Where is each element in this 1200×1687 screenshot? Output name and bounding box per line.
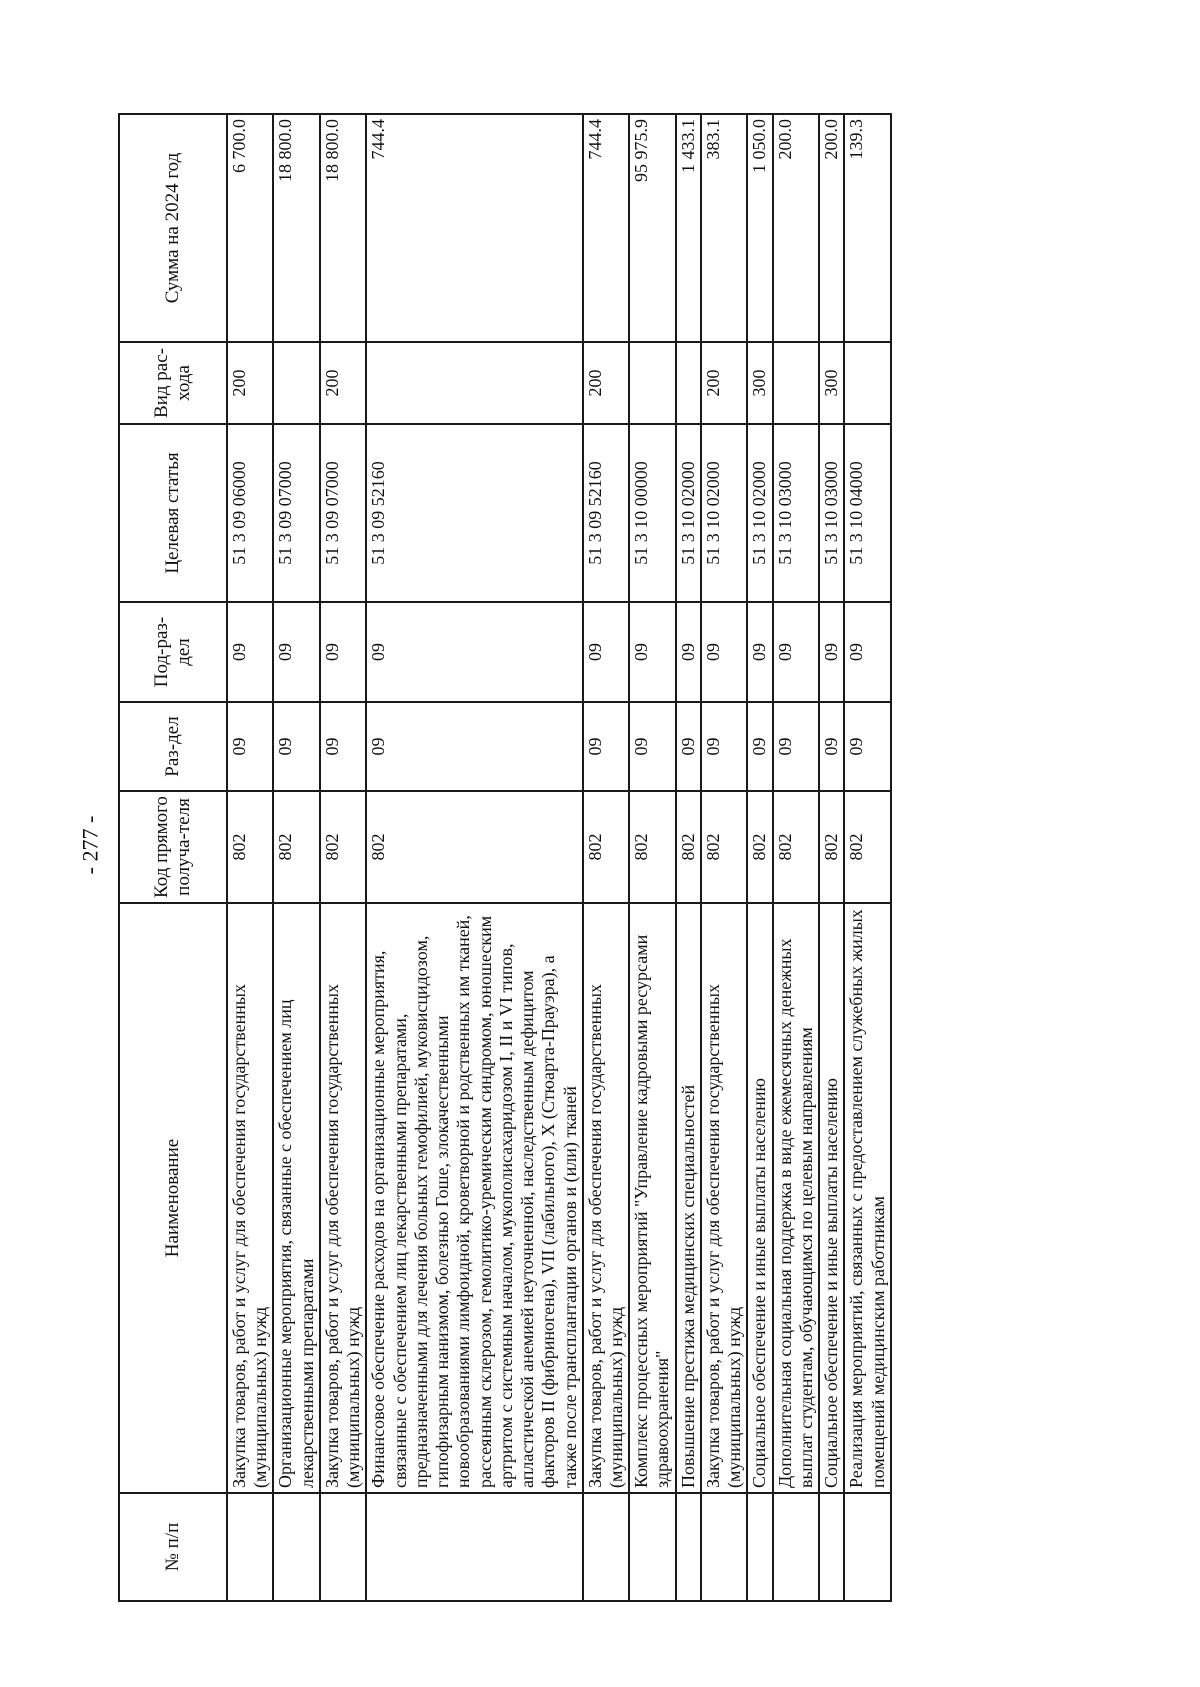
row-name-cell: Закупка товаров, работ и услуг для обеспечения государственных (муниципальных) нужд (320, 903, 366, 1493)
table-frame (118, 115, 1155, 1602)
row-celevaya-cell: 51 3 10 03000 (819, 424, 844, 602)
row-razdel-cell: 09 (629, 702, 675, 791)
row-celevaya-cell: 51 3 09 52160 (366, 424, 582, 602)
row-celevaya-cell: 51 3 09 07000 (320, 424, 366, 602)
row-summa-cell: 1 433.1 (676, 114, 701, 342)
row-name-cell: Повышение престижа медицинских специальностей (676, 903, 701, 1493)
row-summa-cell: 6 700.0 (227, 114, 273, 342)
row-podrazdel-cell: 09 (320, 602, 366, 702)
row-razdel-cell: 09 (273, 702, 319, 791)
row-razdel-cell: 09 (701, 702, 747, 791)
row-summa-cell: 744.4 (583, 114, 629, 342)
row-podrazdel-cell: 09 (273, 602, 319, 702)
row-code-cell: 802 (583, 791, 629, 903)
header-podrazdel: Под-раз-дел (119, 602, 227, 702)
row-num-cell (819, 1493, 844, 1601)
table-row (273, 114, 319, 1601)
header-code: Код прямого получа-теля (119, 791, 227, 903)
row-code-cell: 802 (747, 791, 772, 903)
header-num: № п/п (119, 1493, 227, 1601)
row-razdel-cell: 09 (676, 702, 701, 791)
table-row (227, 114, 273, 1601)
row-celevaya-cell: 51 3 10 00000 (629, 424, 675, 602)
row-celevaya-cell: 51 3 09 07000 (273, 424, 319, 602)
row-podrazdel-cell: 09 (747, 602, 772, 702)
row-num-cell (773, 1493, 819, 1601)
row-code-cell: 802 (366, 791, 582, 903)
row-razdel-cell: 09 (819, 702, 844, 791)
row-vid-cell: 200 (320, 342, 366, 424)
row-celevaya-cell: 51 3 10 04000 (844, 424, 890, 602)
row-razdel-cell: 09 (773, 702, 819, 791)
row-name-cell: Закупка товаров, работ и услуг для обеспечения государственных (муниципальных) нужд (227, 903, 273, 1493)
row-name-cell: Закупка товаров, работ и услуг для обеспечения государственных (муниципальных) нужд (583, 903, 629, 1493)
row-num-cell (701, 1493, 747, 1601)
row-summa-cell: 95 975.9 (629, 114, 675, 342)
row-num-cell (366, 1493, 582, 1601)
row-vid-cell (844, 342, 890, 424)
row-podrazdel-cell: 09 (844, 602, 890, 702)
row-code-cell: 802 (227, 791, 273, 903)
row-vid-cell: 200 (701, 342, 747, 424)
table-row (701, 114, 747, 1601)
header-razdel: Раз-дел (119, 702, 227, 791)
header-summa: Сумма на 2024 год (119, 114, 227, 342)
row-celevaya-cell: 51 3 10 03000 (773, 424, 819, 602)
row-num-cell (583, 1493, 629, 1601)
row-podrazdel-cell: 09 (583, 602, 629, 702)
header-celevaya: Целевая статья (119, 424, 227, 602)
row-num-cell (629, 1493, 675, 1601)
row-razdel-cell: 09 (747, 702, 772, 791)
row-vid-cell (773, 342, 819, 424)
row-code-cell: 802 (701, 791, 747, 903)
row-vid-cell (366, 342, 582, 424)
row-summa-cell: 18 800.0 (273, 114, 319, 342)
table-row (366, 114, 582, 1601)
row-num-cell (676, 1493, 701, 1601)
row-razdel-cell: 09 (320, 702, 366, 791)
header-vid: Вид рас-хода (119, 342, 227, 424)
table-row (676, 114, 701, 1601)
row-vid-cell: 200 (583, 342, 629, 424)
row-code-cell: 802 (629, 791, 675, 903)
row-summa-cell: 383.1 (701, 114, 747, 342)
row-name-cell: Дополнительная социальная поддержка в виде ежемесячных денежных выплат студентам, обучающимся по целевым направлениям (773, 903, 819, 1493)
table-body (227, 114, 891, 1601)
table-row (844, 114, 890, 1601)
page-number: - 277 - (77, 815, 102, 875)
row-podrazdel-cell: 09 (227, 602, 273, 702)
row-name-cell: Реализация мероприятий, связанных с предоставлением служебных жилых помещений медицинским работникам (844, 903, 890, 1493)
row-code-cell: 802 (320, 791, 366, 903)
row-num-cell (320, 1493, 366, 1601)
row-summa-cell: 200.0 (819, 114, 844, 342)
row-celevaya-cell: 51 3 10 02000 (676, 424, 701, 602)
row-vid-cell (629, 342, 675, 424)
row-name-cell: Закупка товаров, работ и услуг для обеспечения государственных (муниципальных) нужд (701, 903, 747, 1493)
row-podrazdel-cell: 09 (629, 602, 675, 702)
row-summa-cell: 18 800.0 (320, 114, 366, 342)
row-podrazdel-cell: 09 (701, 602, 747, 702)
row-celevaya-cell: 51 3 09 06000 (227, 424, 273, 602)
header-name: Наименование (119, 903, 227, 1493)
row-razdel-cell: 09 (366, 702, 582, 791)
row-name-cell: Комплекс процессных мероприятий "Управление кадровыми ресурсами здравоохранения" (629, 903, 675, 1493)
row-podrazdel-cell: 09 (819, 602, 844, 702)
row-num-cell (747, 1493, 772, 1601)
row-summa-cell: 744.4 (366, 114, 582, 342)
table-header-row (119, 114, 227, 1601)
row-vid-cell (676, 342, 701, 424)
table-row (629, 114, 675, 1601)
row-summa-cell: 1 050.0 (747, 114, 772, 342)
row-num-cell (844, 1493, 890, 1601)
table-row (819, 114, 844, 1601)
row-name-cell: Социальное обеспечение и иные выплаты населению (819, 903, 844, 1493)
row-razdel-cell: 09 (227, 702, 273, 791)
row-summa-cell: 139.3 (844, 114, 890, 342)
row-celevaya-cell: 51 3 10 02000 (747, 424, 772, 602)
row-podrazdel-cell: 09 (676, 602, 701, 702)
row-code-cell: 802 (773, 791, 819, 903)
row-razdel-cell: 09 (583, 702, 629, 791)
row-code-cell: 802 (844, 791, 890, 903)
row-vid-cell (273, 342, 319, 424)
table-row (583, 114, 629, 1601)
row-vid-cell: 300 (747, 342, 772, 424)
row-summa-cell: 200.0 (773, 114, 819, 342)
row-name-cell: Социальное обеспечение и иные выплаты населению (747, 903, 772, 1493)
table-row (747, 114, 772, 1601)
budget-table (118, 113, 892, 1602)
row-vid-cell: 300 (819, 342, 844, 424)
table-row (773, 114, 819, 1601)
row-code-cell: 802 (819, 791, 844, 903)
row-razdel-cell: 09 (844, 702, 890, 791)
row-podrazdel-cell: 09 (366, 602, 582, 702)
row-code-cell: 802 (676, 791, 701, 903)
row-celevaya-cell: 51 3 10 02000 (701, 424, 747, 602)
row-celevaya-cell: 51 3 09 52160 (583, 424, 629, 602)
row-num-cell (273, 1493, 319, 1601)
table-row (320, 114, 366, 1601)
row-num-cell (227, 1493, 273, 1601)
row-code-cell: 802 (273, 791, 319, 903)
row-podrazdel-cell: 09 (773, 602, 819, 702)
row-name-cell: Организационные мероприятия, связанные с обеспечением лиц лекарственными препаратами (273, 903, 319, 1493)
row-name-cell: Финансовое обеспечение расходов на организационные мероприятия, связанные с обеспечением лиц лекарственными препаратами, предназначенными для лечения больных гемофилией, муковисцидозом, гипофизарным нанизмом, болезнью Гоше, злокачественными новообразованиями лимфоидной, кроветворной и родственных им тканей, рассеянным склерозом, гемолитико-уремическим синдромом, юношеским артритом с системным началом, мукополисахаридозом I, II и VI типов, апластической анемией неуточненной, наследственным дефицитом факторов II (фибриногена), VII (лабильного), X (Стюарта-Прауэра), а также после трансплантации органов и (или) тканей (366, 903, 582, 1493)
rotated-table-container (118, 115, 1155, 1602)
row-vid-cell: 200 (227, 342, 273, 424)
